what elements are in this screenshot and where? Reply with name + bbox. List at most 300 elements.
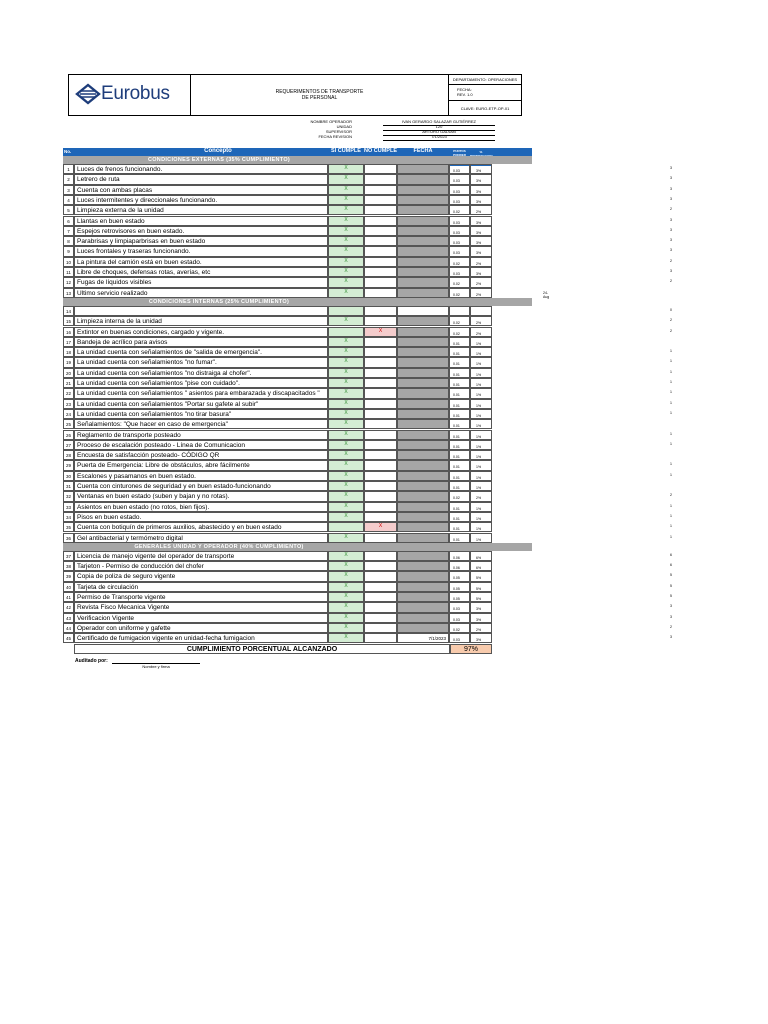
si-cumple-cell[interactable]: X <box>328 602 364 612</box>
fecha-cell[interactable] <box>397 460 449 470</box>
pct-cell: 1% <box>470 522 492 532</box>
table-row <box>63 613 672 623</box>
pct-cell: 3% <box>470 613 492 623</box>
pct-cell: 1% <box>470 502 492 512</box>
row-number: 19 <box>63 357 74 367</box>
pct-cell: 1% <box>470 388 492 398</box>
si-cumple-cell[interactable]: X <box>328 471 364 481</box>
fecha-cell[interactable] <box>397 399 449 409</box>
fecha-cell[interactable] <box>397 481 449 491</box>
unidad-label: UNIDAD <box>336 124 352 129</box>
table-row <box>63 216 672 226</box>
no-cumple-cell[interactable] <box>364 257 397 267</box>
no-cumple-cell[interactable] <box>364 288 397 298</box>
no-cumple-cell[interactable] <box>364 337 397 347</box>
si-cumple-cell[interactable]: X <box>328 623 364 633</box>
puntos-cell: 0.01 <box>449 512 470 522</box>
no-cumple-cell[interactable] <box>364 633 397 643</box>
fecha-cell[interactable] <box>397 236 449 246</box>
eurobus-logo-icon <box>75 82 101 106</box>
fecha-cell[interactable] <box>397 316 449 326</box>
table-row <box>63 471 672 481</box>
pct-cell: 1% <box>470 337 492 347</box>
section-label: GENERALES UNIDAD Y OPERADOR (40% CUMPLIMIENTO) <box>134 543 304 550</box>
no-cumple-cell[interactable]: X <box>364 327 397 337</box>
col-no: No. <box>64 149 72 154</box>
row-concept: Cuenta con cinturones de seguridad y en buen estado-funcionando <box>74 481 328 491</box>
fecha-cell[interactable] <box>397 288 449 298</box>
row-number: 40 <box>63 582 74 592</box>
no-cumple-cell[interactable] <box>364 347 397 357</box>
puntos-cell: 0.02 <box>449 277 470 287</box>
si-cumple-cell[interactable]: X <box>328 174 364 184</box>
puntos-cell: 0.02 <box>449 288 470 298</box>
puntos-cell: 0.03 <box>449 226 470 236</box>
no-cumple-cell[interactable] <box>364 419 397 429</box>
si-cumple-cell[interactable] <box>328 522 364 532</box>
row-concept: Copia de poliza de seguro vigente <box>74 571 328 581</box>
fecha-cell[interactable] <box>397 430 449 440</box>
row-concept: La unidad cuenta con señalamientos "no tirar basura" <box>74 409 328 419</box>
puntos-cell: 0.01 <box>449 450 470 460</box>
no-cumple-cell[interactable] <box>364 246 397 256</box>
no-cumple-cell[interactable] <box>364 306 397 316</box>
pct-cell: 1% <box>470 430 492 440</box>
pct-cell: 2% <box>470 316 492 326</box>
table-row <box>63 316 672 326</box>
si-cumple-cell[interactable]: X <box>328 409 364 419</box>
row-concept: Encuesta de satisfacción posteado- CÓDIGO QR <box>74 450 328 460</box>
no-cumple-cell[interactable] <box>364 388 397 398</box>
si-cumple-cell[interactable]: X <box>328 337 364 347</box>
pct-cell <box>470 306 492 316</box>
row-number: 18 <box>63 347 74 357</box>
si-cumple-cell[interactable]: X <box>328 561 364 571</box>
no-cumple-cell[interactable] <box>364 582 397 592</box>
no-cumple-cell[interactable] <box>364 316 397 326</box>
pct-cell: 3% <box>470 174 492 184</box>
si-cumple-cell[interactable]: X <box>328 399 364 409</box>
pct-cell: 3% <box>470 246 492 256</box>
puntos-cell: 0.03 <box>449 602 470 612</box>
table-row <box>63 174 672 184</box>
no-cumple-cell[interactable] <box>364 512 397 522</box>
no-cumple-cell[interactable] <box>364 533 397 543</box>
no-cumple-cell[interactable] <box>364 551 397 561</box>
side-value: 3 <box>670 196 672 201</box>
table-row <box>63 288 550 299</box>
side-value: 3 <box>670 227 672 232</box>
fecha-cell[interactable]: 7/1/2023 <box>397 633 449 643</box>
row-number: 42 <box>63 602 74 612</box>
no-cumple-cell[interactable] <box>364 174 397 184</box>
puntos-cell: 0.03 <box>449 164 470 174</box>
table-row <box>63 633 672 643</box>
no-cumple-cell[interactable] <box>364 430 397 440</box>
row-number: 10 <box>63 257 74 267</box>
side-value: 1 <box>670 400 672 405</box>
fecha-cell[interactable] <box>397 450 449 460</box>
puntos-cell: 0.05 <box>449 582 470 592</box>
puntos-cell: 0.01 <box>449 368 470 378</box>
side-value: 2 <box>670 624 672 629</box>
side-value: 5 <box>670 573 672 578</box>
puntos-cell: 0.05 <box>449 571 470 581</box>
si-cumple-cell[interactable]: X <box>328 195 364 205</box>
row-number: 12 <box>63 277 74 287</box>
si-cumple-cell[interactable]: X <box>328 347 364 357</box>
si-cumple-cell[interactable]: X <box>328 613 364 623</box>
si-cumple-cell[interactable]: X <box>328 267 364 277</box>
no-cumple-cell[interactable] <box>364 602 397 612</box>
table-row <box>63 481 532 491</box>
fecha-cell[interactable] <box>397 226 449 236</box>
no-cumple-cell[interactable] <box>364 164 397 174</box>
fecha-cell[interactable] <box>397 195 449 205</box>
row-concept: Espejos retrovisores en buen estado. <box>74 226 328 236</box>
fecha-cell[interactable] <box>397 613 449 623</box>
side-value: 1 <box>670 503 672 508</box>
pct-cell: 1% <box>470 368 492 378</box>
no-cumple-cell[interactable] <box>364 205 397 215</box>
no-cumple-cell[interactable] <box>364 460 397 470</box>
no-cumple-cell[interactable] <box>364 226 397 236</box>
si-cumple-cell[interactable]: X <box>328 571 364 581</box>
fecha-cell[interactable] <box>397 205 449 215</box>
table-row <box>63 450 532 460</box>
fecha-cell[interactable] <box>397 216 449 226</box>
fecha-cell[interactable] <box>397 409 449 419</box>
side-value: 2 <box>670 279 672 284</box>
side-value: 1 <box>670 524 672 529</box>
side-value: 1 <box>670 349 672 354</box>
fecha-cell[interactable] <box>397 551 449 561</box>
si-cumple-cell[interactable]: X <box>328 633 364 643</box>
row-concept: Luces de frenos funcionando. <box>74 164 328 174</box>
firma-line: Nombre y firma <box>112 663 200 669</box>
fecha-cell[interactable] <box>397 246 449 256</box>
puntos-cell: 0.01 <box>449 460 470 470</box>
row-number: 27 <box>63 440 74 450</box>
row-number: 9 <box>63 246 74 256</box>
si-cumple-cell[interactable]: X <box>328 185 364 195</box>
no-cumple-cell[interactable] <box>364 491 397 501</box>
fecha-cell[interactable] <box>397 185 449 195</box>
row-number: 2 <box>63 174 74 184</box>
fecha-cell[interactable] <box>397 533 449 543</box>
pct-cell: 2% <box>470 327 492 337</box>
side-value: 3 <box>670 186 672 191</box>
fecha-cell[interactable] <box>397 368 449 378</box>
si-cumple-cell[interactable] <box>328 306 364 316</box>
pct-cell: 2% <box>470 205 492 215</box>
table-row <box>63 327 672 337</box>
table-row <box>63 399 672 409</box>
si-cumple-cell[interactable]: X <box>328 216 364 226</box>
no-cumple-cell[interactable] <box>364 592 397 602</box>
table-row <box>63 267 672 277</box>
col-concepto: Concepto <box>204 148 232 154</box>
fecha-cell[interactable] <box>397 378 449 388</box>
no-cumple-cell[interactable] <box>364 378 397 388</box>
fecha-cell[interactable] <box>397 357 449 367</box>
row-concept: Extintor en buenas condiciones, cargado y vigente. <box>74 327 328 337</box>
clave: CLAVE: EURO-ETP-OP-01 <box>460 106 510 111</box>
table-row <box>63 502 672 512</box>
table-row <box>63 582 672 592</box>
pct-cell: 2% <box>470 491 492 501</box>
no-cumple-cell[interactable] <box>364 440 397 450</box>
pct-cell: 5% <box>470 592 492 602</box>
no-cumple-cell[interactable] <box>364 399 397 409</box>
fecha-cell[interactable] <box>397 257 449 267</box>
side-value: 3 <box>670 166 672 170</box>
puntos-cell: 0.06 <box>449 551 470 561</box>
fecha-label: FECHA REVISION <box>318 134 352 139</box>
no-cumple-cell[interactable] <box>364 357 397 367</box>
row-concept: Tarjeta de circulación <box>74 582 328 592</box>
row-number: 7 <box>63 226 74 236</box>
no-cumple-cell[interactable] <box>364 502 397 512</box>
fecha-cell[interactable] <box>397 512 449 522</box>
puntos-cell: 0.01 <box>449 419 470 429</box>
si-cumple-cell[interactable]: X <box>328 582 364 592</box>
fecha-cell[interactable] <box>397 592 449 602</box>
pct-cell: 1% <box>470 419 492 429</box>
pct-cell: 1% <box>470 378 492 388</box>
row-concept: Permiso de Transporte vigente <box>74 592 328 602</box>
si-cumple-cell[interactable]: X <box>328 277 364 287</box>
no-cumple-cell[interactable] <box>364 561 397 571</box>
row-number: 45 <box>63 633 74 643</box>
row-concept: La unidad cuenta con señalamientos "Portar su gafete al subir" <box>74 399 328 409</box>
fecha-cell[interactable] <box>397 571 449 581</box>
row-number: 29 <box>63 460 74 470</box>
puntos-cell: 0.02 <box>449 205 470 215</box>
side-value: 1 <box>670 369 672 374</box>
side-value: 5 <box>670 583 672 588</box>
side-value: 1 <box>670 472 672 477</box>
pct-cell: 1% <box>470 399 492 409</box>
puntos-cell: 0.06 <box>449 561 470 571</box>
col-puntos: PUNTOS PONDER <box>449 148 470 166</box>
side-value: 2 <box>670 207 672 212</box>
si-cumple-cell[interactable]: X <box>328 551 364 561</box>
pct-cell: 6% <box>470 561 492 571</box>
pct-cell: 2% <box>470 288 492 298</box>
puntos-cell: 0.05 <box>449 592 470 602</box>
row-number: 38 <box>63 561 74 571</box>
pct-cell: 2% <box>470 623 492 633</box>
table-row <box>63 592 672 602</box>
no-cumple-cell[interactable] <box>364 236 397 246</box>
fecha-cell[interactable] <box>397 561 449 571</box>
pct-cell: 1% <box>470 440 492 450</box>
row-number: 37 <box>63 551 74 561</box>
col-si: SI CUMPLE <box>331 148 361 154</box>
no-cumple-cell[interactable] <box>364 368 397 378</box>
si-cumple-cell[interactable]: X <box>328 368 364 378</box>
no-cumple-cell[interactable] <box>364 409 397 419</box>
fecha-cell[interactable] <box>397 602 449 612</box>
no-cumple-cell[interactable] <box>364 571 397 581</box>
side-value: 1 <box>670 462 672 467</box>
pct-cell: 3% <box>470 216 492 226</box>
si-cumple-cell[interactable]: X <box>328 205 364 215</box>
si-cumple-cell[interactable]: X <box>328 460 364 470</box>
row-concept <box>74 306 328 316</box>
pct-cell: 3% <box>470 267 492 277</box>
row-number: 35 <box>63 522 74 532</box>
section-header <box>63 543 532 551</box>
fecha-cell[interactable] <box>397 419 449 429</box>
pct-cell: 5% <box>470 571 492 581</box>
row-concept: Certificado de fumigacion vigente en unidad-fecha fumigacion <box>74 633 328 643</box>
row-number: 30 <box>63 471 74 481</box>
si-cumple-cell[interactable]: X <box>328 450 364 460</box>
no-cumple-cell[interactable] <box>364 195 397 205</box>
row-concept: Asientos en buen estado (no rotos, bien fijos). <box>74 502 328 512</box>
fecha-cell[interactable] <box>397 327 449 337</box>
puntos-cell: 0.01 <box>449 471 470 481</box>
date-rev: FECHA: REV. 1.0 <box>449 85 521 101</box>
si-cumple-cell[interactable]: X <box>328 257 364 267</box>
table-row <box>63 357 672 367</box>
table-row <box>63 460 672 470</box>
table-row <box>63 164 672 174</box>
row-number: 25 <box>63 419 74 429</box>
pct-cell: 1% <box>470 450 492 460</box>
si-cumple-cell[interactable]: X <box>328 419 364 429</box>
no-cumple-cell[interactable]: X <box>364 522 397 532</box>
table-header <box>63 148 532 156</box>
table-row <box>63 491 672 501</box>
puntos-cell: 0.03 <box>449 633 470 643</box>
row-number: 28 <box>63 450 74 460</box>
fecha-cell[interactable] <box>397 337 449 347</box>
fecha-cell[interactable] <box>397 440 449 450</box>
fecha-cell[interactable] <box>397 623 449 633</box>
fecha-cell[interactable] <box>397 306 449 316</box>
row-number: 39 <box>63 571 74 581</box>
side-value: 3 <box>670 238 672 243</box>
pct-cell: 3% <box>470 236 492 246</box>
si-cumple-cell[interactable]: X <box>328 512 364 522</box>
side-value: 2 <box>670 318 672 323</box>
no-cumple-cell[interactable] <box>364 613 397 623</box>
si-cumple-cell[interactable]: X <box>328 357 364 367</box>
si-cumple-cell[interactable]: X <box>328 316 364 326</box>
si-cumple-cell[interactable]: X <box>328 502 364 512</box>
puntos-cell: 0.01 <box>449 440 470 450</box>
no-cumple-cell[interactable] <box>364 216 397 226</box>
no-cumple-cell[interactable] <box>364 623 397 633</box>
row-number: 32 <box>63 491 74 501</box>
puntos-cell: 0.03 <box>449 216 470 226</box>
fecha-cell[interactable] <box>397 347 449 357</box>
si-cumple-cell[interactable]: X <box>328 481 364 491</box>
side-value: 2 <box>670 258 672 263</box>
puntos-cell: 0.01 <box>449 378 470 388</box>
row-number: 31 <box>63 481 74 491</box>
si-cumple-cell[interactable]: X <box>328 491 364 501</box>
supervisor-label: SUPERVISOR <box>325 129 352 134</box>
fecha-cell[interactable] <box>397 174 449 184</box>
row-concept: Libre de choques, defensas rotas, averías, etc <box>74 267 328 277</box>
no-cumple-cell[interactable] <box>364 450 397 460</box>
si-cumple-cell[interactable]: X <box>328 533 364 543</box>
fecha-cell[interactable] <box>397 164 449 174</box>
no-cumple-cell[interactable] <box>364 481 397 491</box>
row-number: 5 <box>63 205 74 215</box>
si-cumple-cell[interactable] <box>328 327 364 337</box>
no-cumple-cell[interactable] <box>364 267 397 277</box>
row-number: 8 <box>63 236 74 246</box>
row-number: 22 <box>63 388 74 398</box>
row-number: 43 <box>63 613 74 623</box>
row-concept: Verificacion Vigente <box>74 613 328 623</box>
section-header <box>63 156 532 164</box>
fecha-cell[interactable] <box>397 491 449 501</box>
unidad-value: 120 <box>383 125 495 131</box>
no-cumple-cell[interactable] <box>364 277 397 287</box>
fecha-cell[interactable] <box>397 277 449 287</box>
row-number: 41 <box>63 592 74 602</box>
si-cumple-cell[interactable]: X <box>328 164 364 174</box>
si-cumple-cell[interactable]: X <box>328 440 364 450</box>
fecha-cell[interactable] <box>397 502 449 512</box>
row-concept: Letrero de ruta <box>74 174 328 184</box>
row-number: 3 <box>63 185 74 195</box>
document-header <box>68 74 522 116</box>
side-value: 3 <box>670 248 672 253</box>
row-concept: Pisos en buen estado. <box>74 512 328 522</box>
si-cumple-cell[interactable]: X <box>328 378 364 388</box>
fecha-cell[interactable] <box>397 388 449 398</box>
puntos-cell: 0.02 <box>449 491 470 501</box>
fecha-cell[interactable] <box>397 471 449 481</box>
si-cumple-cell[interactable]: X <box>328 592 364 602</box>
pct-cell: 1% <box>470 481 492 491</box>
side-value: 1 <box>670 390 672 395</box>
puntos-cell <box>449 306 470 316</box>
row-concept: Limpieza interna de la unidad <box>74 316 328 326</box>
si-cumple-cell[interactable]: X <box>328 226 364 236</box>
puntos-cell: 0.01 <box>449 337 470 347</box>
row-concept: Gel antibacterial y termómetro digital <box>74 533 328 543</box>
si-cumple-cell[interactable]: X <box>328 430 364 440</box>
si-cumple-cell[interactable]: X <box>328 388 364 398</box>
table-row <box>63 571 672 581</box>
fecha-cell[interactable] <box>397 582 449 592</box>
side-value: 0 <box>670 307 672 312</box>
no-cumple-cell[interactable] <box>364 471 397 481</box>
table-row <box>63 522 672 532</box>
side-value: 1 <box>670 431 672 436</box>
table-row <box>63 347 672 357</box>
si-cumple-cell[interactable]: X <box>328 288 364 298</box>
si-cumple-cell[interactable]: X <box>328 236 364 246</box>
side-value: 5 <box>670 594 672 598</box>
si-cumple-cell[interactable]: X <box>328 246 364 256</box>
section-label: CONDICIONES EXTERNAS (35% CUMPLIMIENTO) <box>147 157 291 163</box>
fecha-cell[interactable] <box>397 267 449 277</box>
fecha-cell[interactable] <box>397 522 449 532</box>
col-no-cumple: NO CUMPLE <box>364 148 397 154</box>
no-cumple-cell[interactable] <box>364 185 397 195</box>
side-value: 3 <box>670 176 672 181</box>
row-concept: La unidad cuenta con señalamientos "no distraiga al chofer". <box>74 368 328 378</box>
